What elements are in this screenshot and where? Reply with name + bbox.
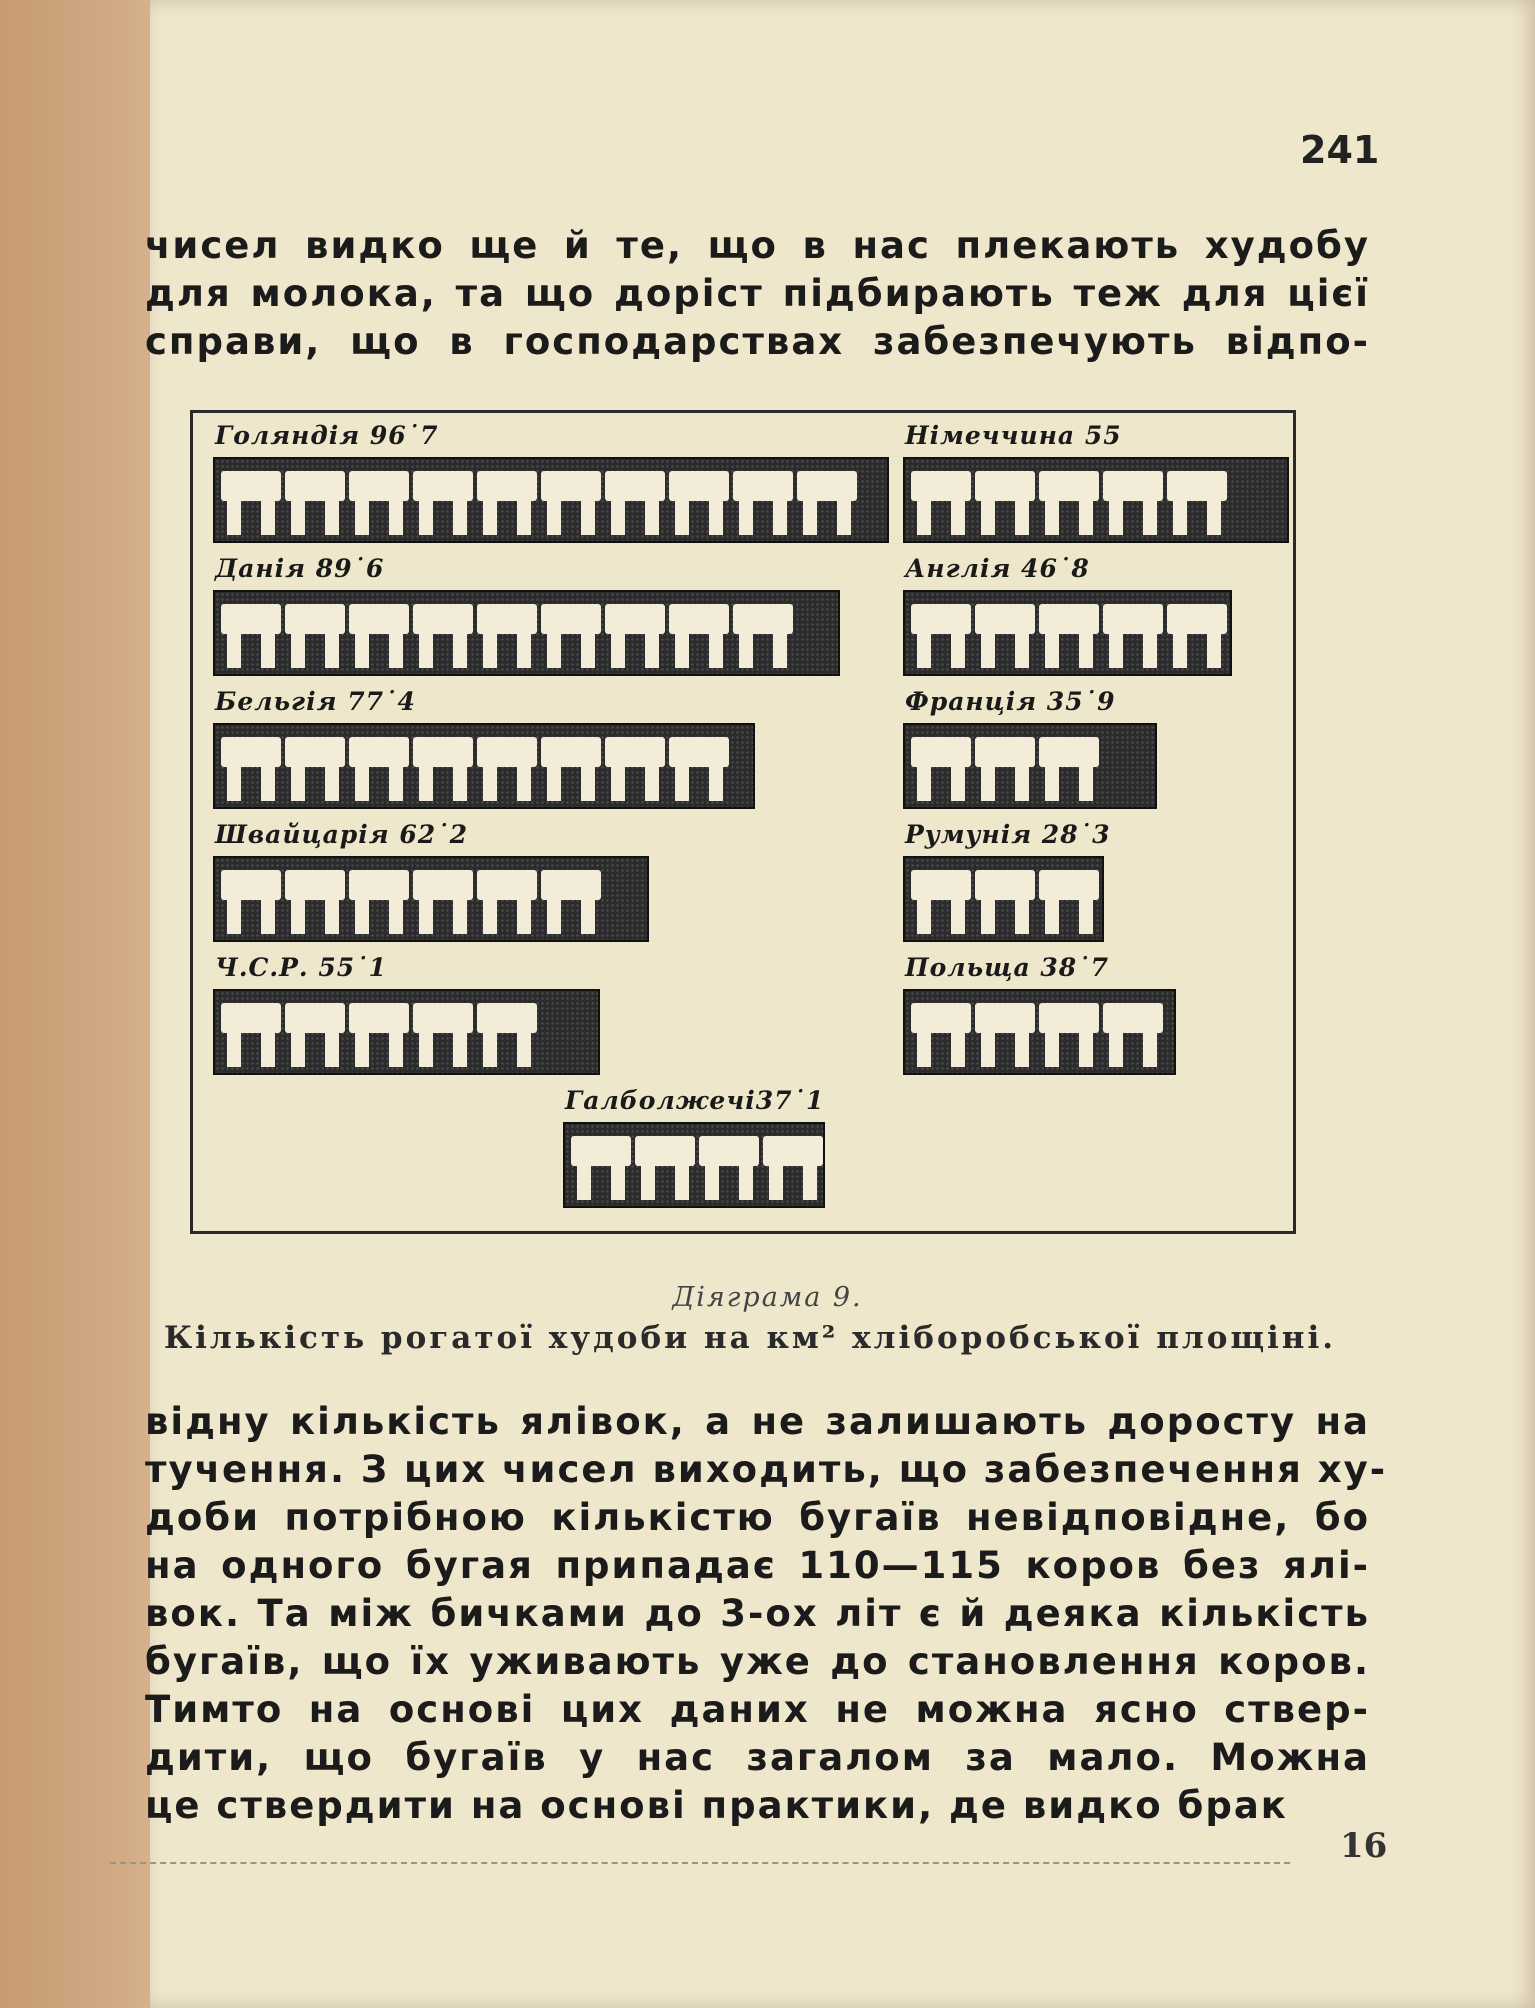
text-line: справи, що в господарствах забезпечують відпо- (145, 320, 1370, 363)
text-line: чисел видко ще й те, що в нас плекають худобу (145, 224, 1370, 267)
cow-icon (349, 604, 409, 668)
cow-icon (349, 870, 409, 934)
cow-icon (975, 870, 1035, 934)
cow-icon (975, 737, 1035, 801)
cow-icon (1103, 471, 1163, 535)
cow-icon (541, 604, 601, 668)
page-number: 241 (1300, 128, 1380, 172)
bar-strip (213, 723, 755, 809)
cow-icon (221, 737, 281, 801)
cow-icon (1039, 604, 1099, 668)
bar-7 (903, 554, 1228, 679)
text-line: на одного бугая припадає 110—115 коров без ялі- (145, 1544, 1370, 1587)
cow-icon (911, 870, 971, 934)
cow-icon (975, 471, 1035, 535)
cow-icon (669, 604, 729, 668)
bar-10 (903, 953, 1172, 1078)
cow-icon (733, 471, 793, 535)
bar-label: Галболжечі37˙1 (565, 1086, 825, 1115)
cow-icon (221, 870, 281, 934)
cow-icon (911, 604, 971, 668)
cow-icon (477, 737, 537, 801)
cow-icon (669, 737, 729, 801)
cow-icon (285, 1003, 345, 1067)
cow-icon (733, 604, 793, 668)
text-line: Тимто на основі цих даних не можна ясно ствер- (145, 1688, 1370, 1731)
bar-strip (213, 457, 889, 543)
bar-9 (903, 820, 1111, 945)
cow-icon (1103, 604, 1163, 668)
cow-icon (541, 870, 601, 934)
bar-label: Данія 89˙6 (215, 554, 385, 583)
text-line: це ствердити на основі практики, де видко брак (145, 1784, 1288, 1827)
cow-icon (541, 737, 601, 801)
cow-icon (285, 604, 345, 668)
cow-icon (1167, 471, 1227, 535)
cow-icon (1039, 1003, 1099, 1067)
cow-icon (477, 471, 537, 535)
text-line: вок. Та між бичками до 3-ох літ є й деяка кількість (145, 1592, 1370, 1635)
bar-strip (903, 457, 1289, 543)
bar-2 (213, 554, 836, 679)
cow-icon (1039, 737, 1099, 801)
bar-label: Швайцарія 62˙2 (215, 820, 469, 849)
bar-strip (903, 989, 1176, 1075)
bar-strip (903, 856, 1104, 942)
cow-icon (669, 471, 729, 535)
cow-icon (1103, 1003, 1163, 1067)
cow-icon (477, 870, 537, 934)
cow-icon (1039, 870, 1099, 934)
cow-icon (413, 471, 473, 535)
bar-strip (903, 723, 1157, 809)
cow-icon (221, 604, 281, 668)
bar-5 (213, 953, 596, 1078)
cow-icon (285, 870, 345, 934)
bar-6 (903, 421, 1285, 546)
cow-icon (605, 604, 665, 668)
bar-strip (213, 590, 840, 676)
page-bottom-rule (110, 1862, 1290, 1864)
cow-icon (477, 604, 537, 668)
cow-icon (349, 471, 409, 535)
cow-icon (349, 737, 409, 801)
cow-icon (413, 870, 473, 934)
text-line: доби потрібною кількістю бугаїв невідповідне, бо (145, 1496, 1370, 1539)
paragraph-bottom (145, 1398, 1388, 1830)
cow-icon (285, 737, 345, 801)
cow-icon (763, 1136, 823, 1200)
bar-label: Англія 46˙8 (905, 554, 1090, 583)
bar-strip (213, 989, 600, 1075)
bar-label: Румунія 28˙3 (905, 820, 1111, 849)
cow-icon (605, 737, 665, 801)
cow-icon (413, 1003, 473, 1067)
bar-label: Ч.С.Р. 55˙1 (215, 953, 388, 982)
text-line: тучення. З цих чисел виходить, що забезпечення ху- (145, 1448, 1388, 1491)
cow-icon (911, 737, 971, 801)
cow-icon (413, 737, 473, 801)
bar-strip (903, 590, 1232, 676)
figure-caption-title: Діяграма 9. (672, 1282, 863, 1313)
bar-label: Польща 38˙7 (905, 953, 1110, 982)
bar-4 (213, 820, 645, 945)
cow-icon (797, 471, 857, 535)
bar-11 (563, 1086, 825, 1211)
cow-icon (413, 604, 473, 668)
cow-icon (911, 471, 971, 535)
signature-number: 16 (1340, 1826, 1388, 1866)
cow-icon (571, 1136, 631, 1200)
paragraph-top (145, 222, 1370, 366)
bar-label: Німеччина 55 (905, 421, 1122, 450)
bar-label: Франція 35˙9 (905, 687, 1116, 716)
bar-label: Бельгія 77˙4 (215, 687, 416, 716)
text-line: для молока, та що доріст підбирають теж для цієї (145, 272, 1370, 315)
cow-icon (699, 1136, 759, 1200)
cow-icon (541, 471, 601, 535)
cattle-pictogram-chart (190, 410, 1296, 1234)
cow-icon (477, 1003, 537, 1067)
bar-label: Голяндія 96˙7 (215, 421, 439, 450)
bar-strip (563, 1122, 825, 1208)
bar-3 (213, 687, 751, 812)
cow-icon (349, 1003, 409, 1067)
cow-icon (1167, 604, 1227, 668)
cow-icon (285, 471, 345, 535)
cow-icon (975, 1003, 1035, 1067)
cow-icon (635, 1136, 695, 1200)
cow-icon (1039, 471, 1099, 535)
bar-strip (213, 856, 649, 942)
bar-8 (903, 687, 1153, 812)
cow-icon (975, 604, 1035, 668)
text-line: відну кількість ялівок, а не залишають доросту на (145, 1400, 1370, 1443)
figure-caption: Кількість рогатої худоби на км² хліборобської площіні. (163, 1320, 1337, 1356)
cow-icon (221, 471, 281, 535)
text-line: бугаїв, що їх уживають уже до становлення коров. (145, 1640, 1370, 1683)
cow-icon (605, 471, 665, 535)
bar-1 (213, 421, 885, 546)
cow-icon (221, 1003, 281, 1067)
text-line: дити, що бугаїв у нас загалом за мало. Можна (145, 1736, 1370, 1779)
cow-icon (911, 1003, 971, 1067)
